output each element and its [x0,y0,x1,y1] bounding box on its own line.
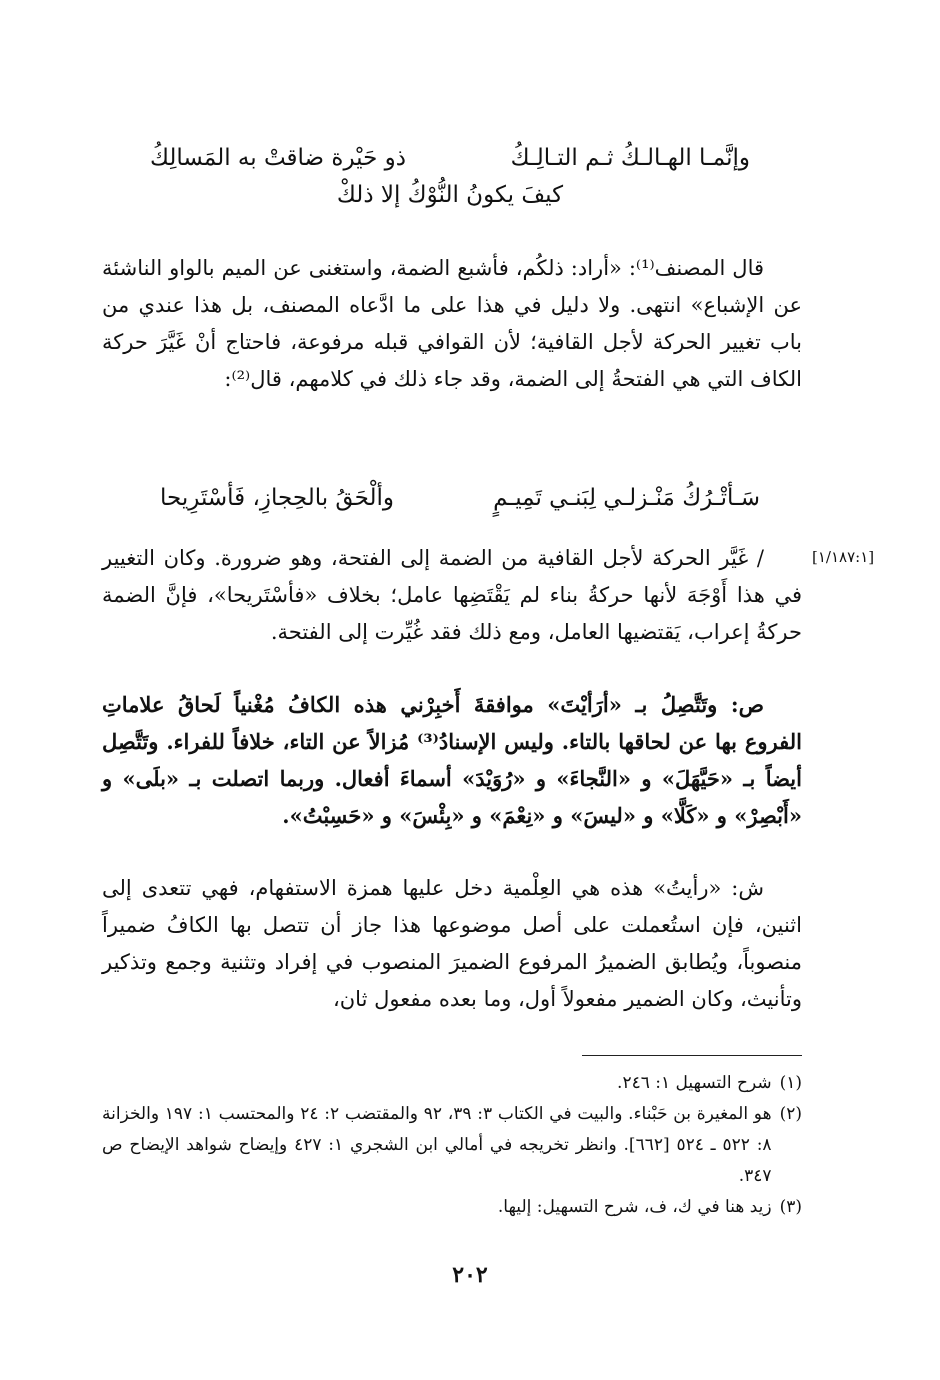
verse-1-line-2: كيفَ يكونُ النُّوْكُ إلا ذلكْ [336,181,564,208]
footnote-3 [102,1192,802,1223]
page-number: ٢٠٢ [452,1262,488,1288]
footnote-text: زيد هنا في ك، ف، شرح التسهيل: إليها. [497,1197,772,1217]
paragraph-3-text: ص: وتَتَّصِلُ بـ «أرَأيْتَ» موافقةَ أَخبِرْني هذه الكافُ مُغْنياً لَحاقُ علاماتِ الفروع بها عن لحاقها بالتاء. وليس الإسنادُ⁽³⁾ مُزالاً عن التاء، خلافاً للفراء. وتَتَّصِل أيضاً بـ «حَيَّهَلَ» و «النَّجاءَ» و «رُوَيْدَ» أسماءَ أفعال. وربما اتصلت بـ «بلَى» و «أَبْصِرْ» و «كَلَّا» و «ليسَ» و «نِعْمَ» و «بِئْسَ» و «حَسِبْتُ». [102,692,802,828]
verse-2-hemistich-left: وألْحَقُ بالحِجازِ، فَأسْتَرِيحا [160,485,394,511]
paragraph-4-text: ش: «رأيتُ» هذه هي العِلْمية دخل عليها همزة الاستفهام، فهي تتعدى إلى اثنين، فإن استُعملت على أصل موضوعها هذا جاز أن تتصل بها الكافُ ضميراً منصوباً، ويُطابق الضميرُ المرفوع الضميرَ المنصوب في إفراد وتثنية وجمع وتذكير وتأنيث، وكان الضمير مفعولاً أول، وما بعده مفعول ثان، [102,876,802,1011]
paragraph-2-text: / غَيَّر الحركة لأجل القافية من الضمة إلى الفتحة، وهو ضرورة. وكان التغيير في هذا أَوْجَهَ لأنها حركةُ بناء لم يَقْتَضِها عامل؛ بخلاف «فأسْتَريحا»، فإنَّ الضمة حركةُ إعراب، يَقتضيها العامل، ومع ذلك فقد غُيِّرت إلى الفتحة. [102,546,802,644]
footnote-1 [102,1068,802,1099]
paragraph-1-text: قال المصنف⁽¹⁾: «أراد: ذلكُم، فأشبع الضمة، واستغنى عن الميم بالواو الناشئة عن الإشباع» انتهى. ولا دليل في هذا على ما ادَّعاه المصنف، بل هذا عندي من باب تغيير الحركة لأجل القافية؛ لأن القوافي قبله مرفوعة، فاحتاج أنْ غَيَّرَ حركة الكاف التي هي الفتحةُ إلى الضمة، وقد جاء ذلك في كلامهم، قال⁽²⁾: [102,256,802,391]
footnotes [102,1068,802,1223]
paragraph-3-text-section [102,686,802,834]
verse-1-hemistich-right: وإنَّمـا الهـالـكُ ثـم التـالِـكُ [510,145,750,171]
paragraph-4 [102,870,802,1018]
footnote-text: شرح التسهيل ١: ٢٤٦. [617,1073,772,1093]
footnote-divider [582,1055,802,1056]
footnote-number: (١) [779,1073,802,1093]
verse-1-line-1 [150,140,750,177]
footnote-text: هو المغيرة بن حَبْناء. والبيت في الكتاب ٣: ٣٩، ٩٢ والمقتضب ٢: ٢٤ والمحتسب ١: ١٩٧ والخزانة ٨: ٥٢٢ ـ ٥٢٤ [٦٦٢]. وانظر تخريجه في أمالي ابن الشجري ١: ٤٢٧ وإيضاح شواهد الإيضاح ص ٣٤٧. [102,1104,772,1186]
paragraph-2 [102,540,802,651]
footnote-2 [102,1099,802,1192]
footnote-number: (٢) [779,1104,802,1124]
verse-1-hemistich-left: ذو حَيْرة ضاقتْ به المَسالِكُ [150,145,406,171]
verse-2-hemistich-right: سَـأتْـرُكُ مَنْـزلـي لِبَنـي تَمِيـمٍ [493,485,760,511]
footnote-number: (٣) [779,1197,802,1217]
margin-reference: [١/١٨٧:١] [812,548,875,566]
verse-2 [160,480,760,517]
paragraph-1 [102,250,802,398]
verse-1 [150,140,750,214]
